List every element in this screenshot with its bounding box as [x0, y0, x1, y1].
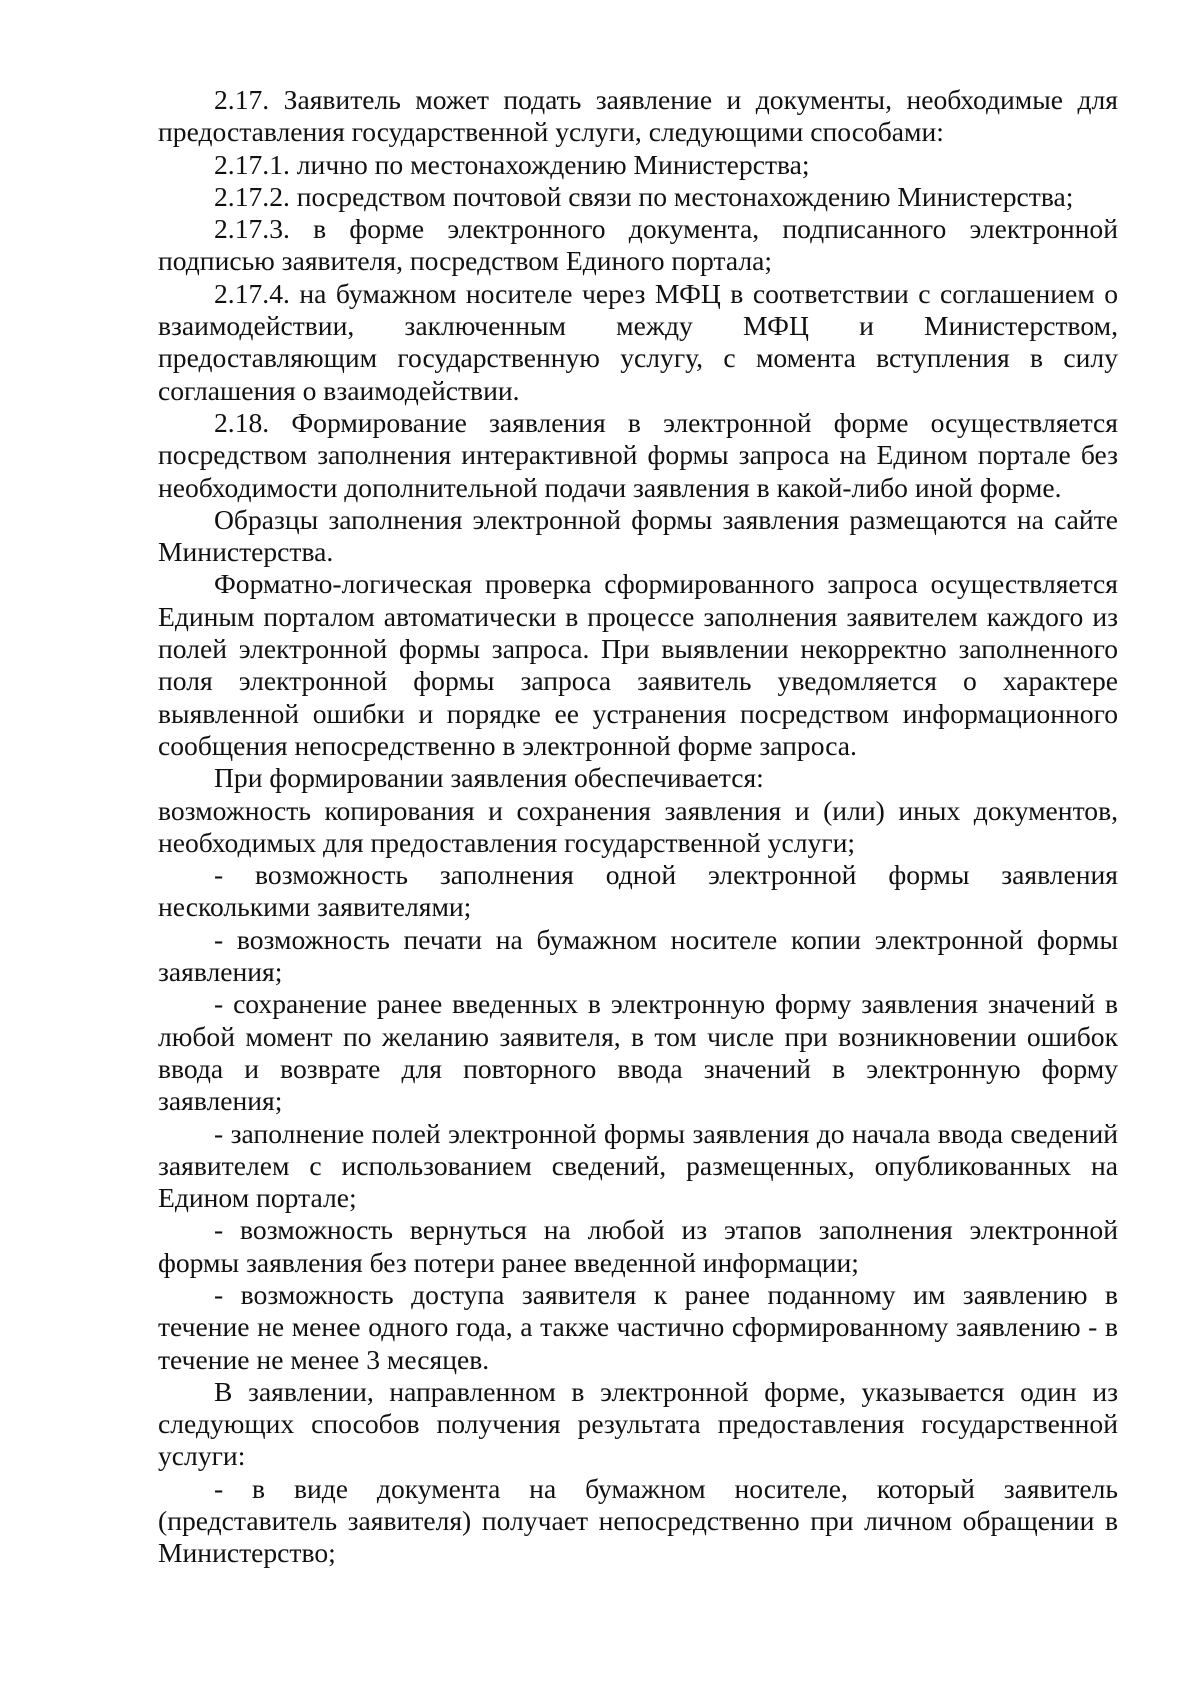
list-item-return: - возможность вернуться на любой из этапов заполнения электронной формы заявления без потери ранее введенной информации;: [158, 1214, 1118, 1278]
list-item-paper-document: - в виде документа на бумажном носителе, который заявитель (представитель заявителя) получает непосредственно при личном обращении в Министерство;: [158, 1472, 1118, 1569]
paragraph-2-17-4: 2.17.4. на бумажном носителе через МФЦ в соответствии с соглашением о взаимодействии, заключенным между МФЦ и Министерством, предоставляющим государственную услугу, с момента вступления в силу соглашения о взаимодействии.: [158, 277, 1118, 406]
paragraph-result-ways: В заявлении, направленном в электронной форме, указывается один из следующих способов получения результата предоставления государственной услуги:: [158, 1375, 1118, 1472]
paragraph-2-17-3: 2.17.3. в форме электронного документа, подписанного электронной подписью заявителя, посредством Единого портала;: [158, 213, 1118, 277]
list-item-print: - возможность печати на бумажном носителе копии электронной формы заявления;: [158, 923, 1118, 988]
paragraph-2-17: 2.17. Заявитель может подать заявление и документы, необходимые для предоставления государственной услуги, следующими способами:: [158, 84, 1118, 148]
paragraph-2-18: 2.18. Формирование заявления в электронной форме осуществляется посредством заполнения интерактивной формы запроса на Едином портале без необходимости дополнительной подачи заявления в какой-либо иной форме.: [158, 406, 1118, 503]
paragraph-2-17-1: 2.17.1. лично по местонахождению Министерства;: [214, 148, 810, 180]
paragraph-provided: При формировании заявления обеспечивается:: [214, 762, 764, 794]
list-item-save-values: - сохранение ранее введенных в электронную форму заявления значений в любой момент по желанию заявителя, в том числе при возникновении ошибок ввода и возврате для повторного ввода значений в электронную форму заявления;: [158, 988, 1118, 1117]
list-item-multi-applicants: - возможность заполнения одной электронной формы заявления несколькими заявителями;: [158, 859, 1118, 923]
list-item-prefill: - заполнение полей электронной формы заявления до начала ввода сведений заявителем с использованием сведений, размещенных, опубликованных на Едином портале;: [158, 1117, 1118, 1214]
paragraph-copy: возможность копирования и сохранения заявления и (или) иных документов, необходимых для предоставления государственной услуги;: [158, 794, 1118, 858]
paragraph-format-check: Форматно-логическая проверка сформированного запроса осуществляется Единым порталом автоматически в процессе заполнения заявителем каждого из полей электронной формы запроса. При выявлении некорректно заполненного поля электронной формы запроса заявитель уведомляется о характере выявленной ошибки и порядке ее устранения посредством информационного сообщения непосредственно в электронной форме запроса.: [158, 568, 1118, 761]
paragraph-2-17-2: 2.17.2. посредством почтовой связи по местонахождению Министерства;: [214, 180, 1074, 212]
paragraph-samples: Образцы заполнения электронной формы заявления размещаются на сайте Министерства.: [158, 503, 1118, 568]
list-item-access: - возможность доступа заявителя к ранее поданному им заявлению в течение не менее одного года, а также частично сформированному заявлению - в течение не менее 3 месяцев.: [158, 1278, 1118, 1375]
document-page: [158, 84, 1118, 1570]
